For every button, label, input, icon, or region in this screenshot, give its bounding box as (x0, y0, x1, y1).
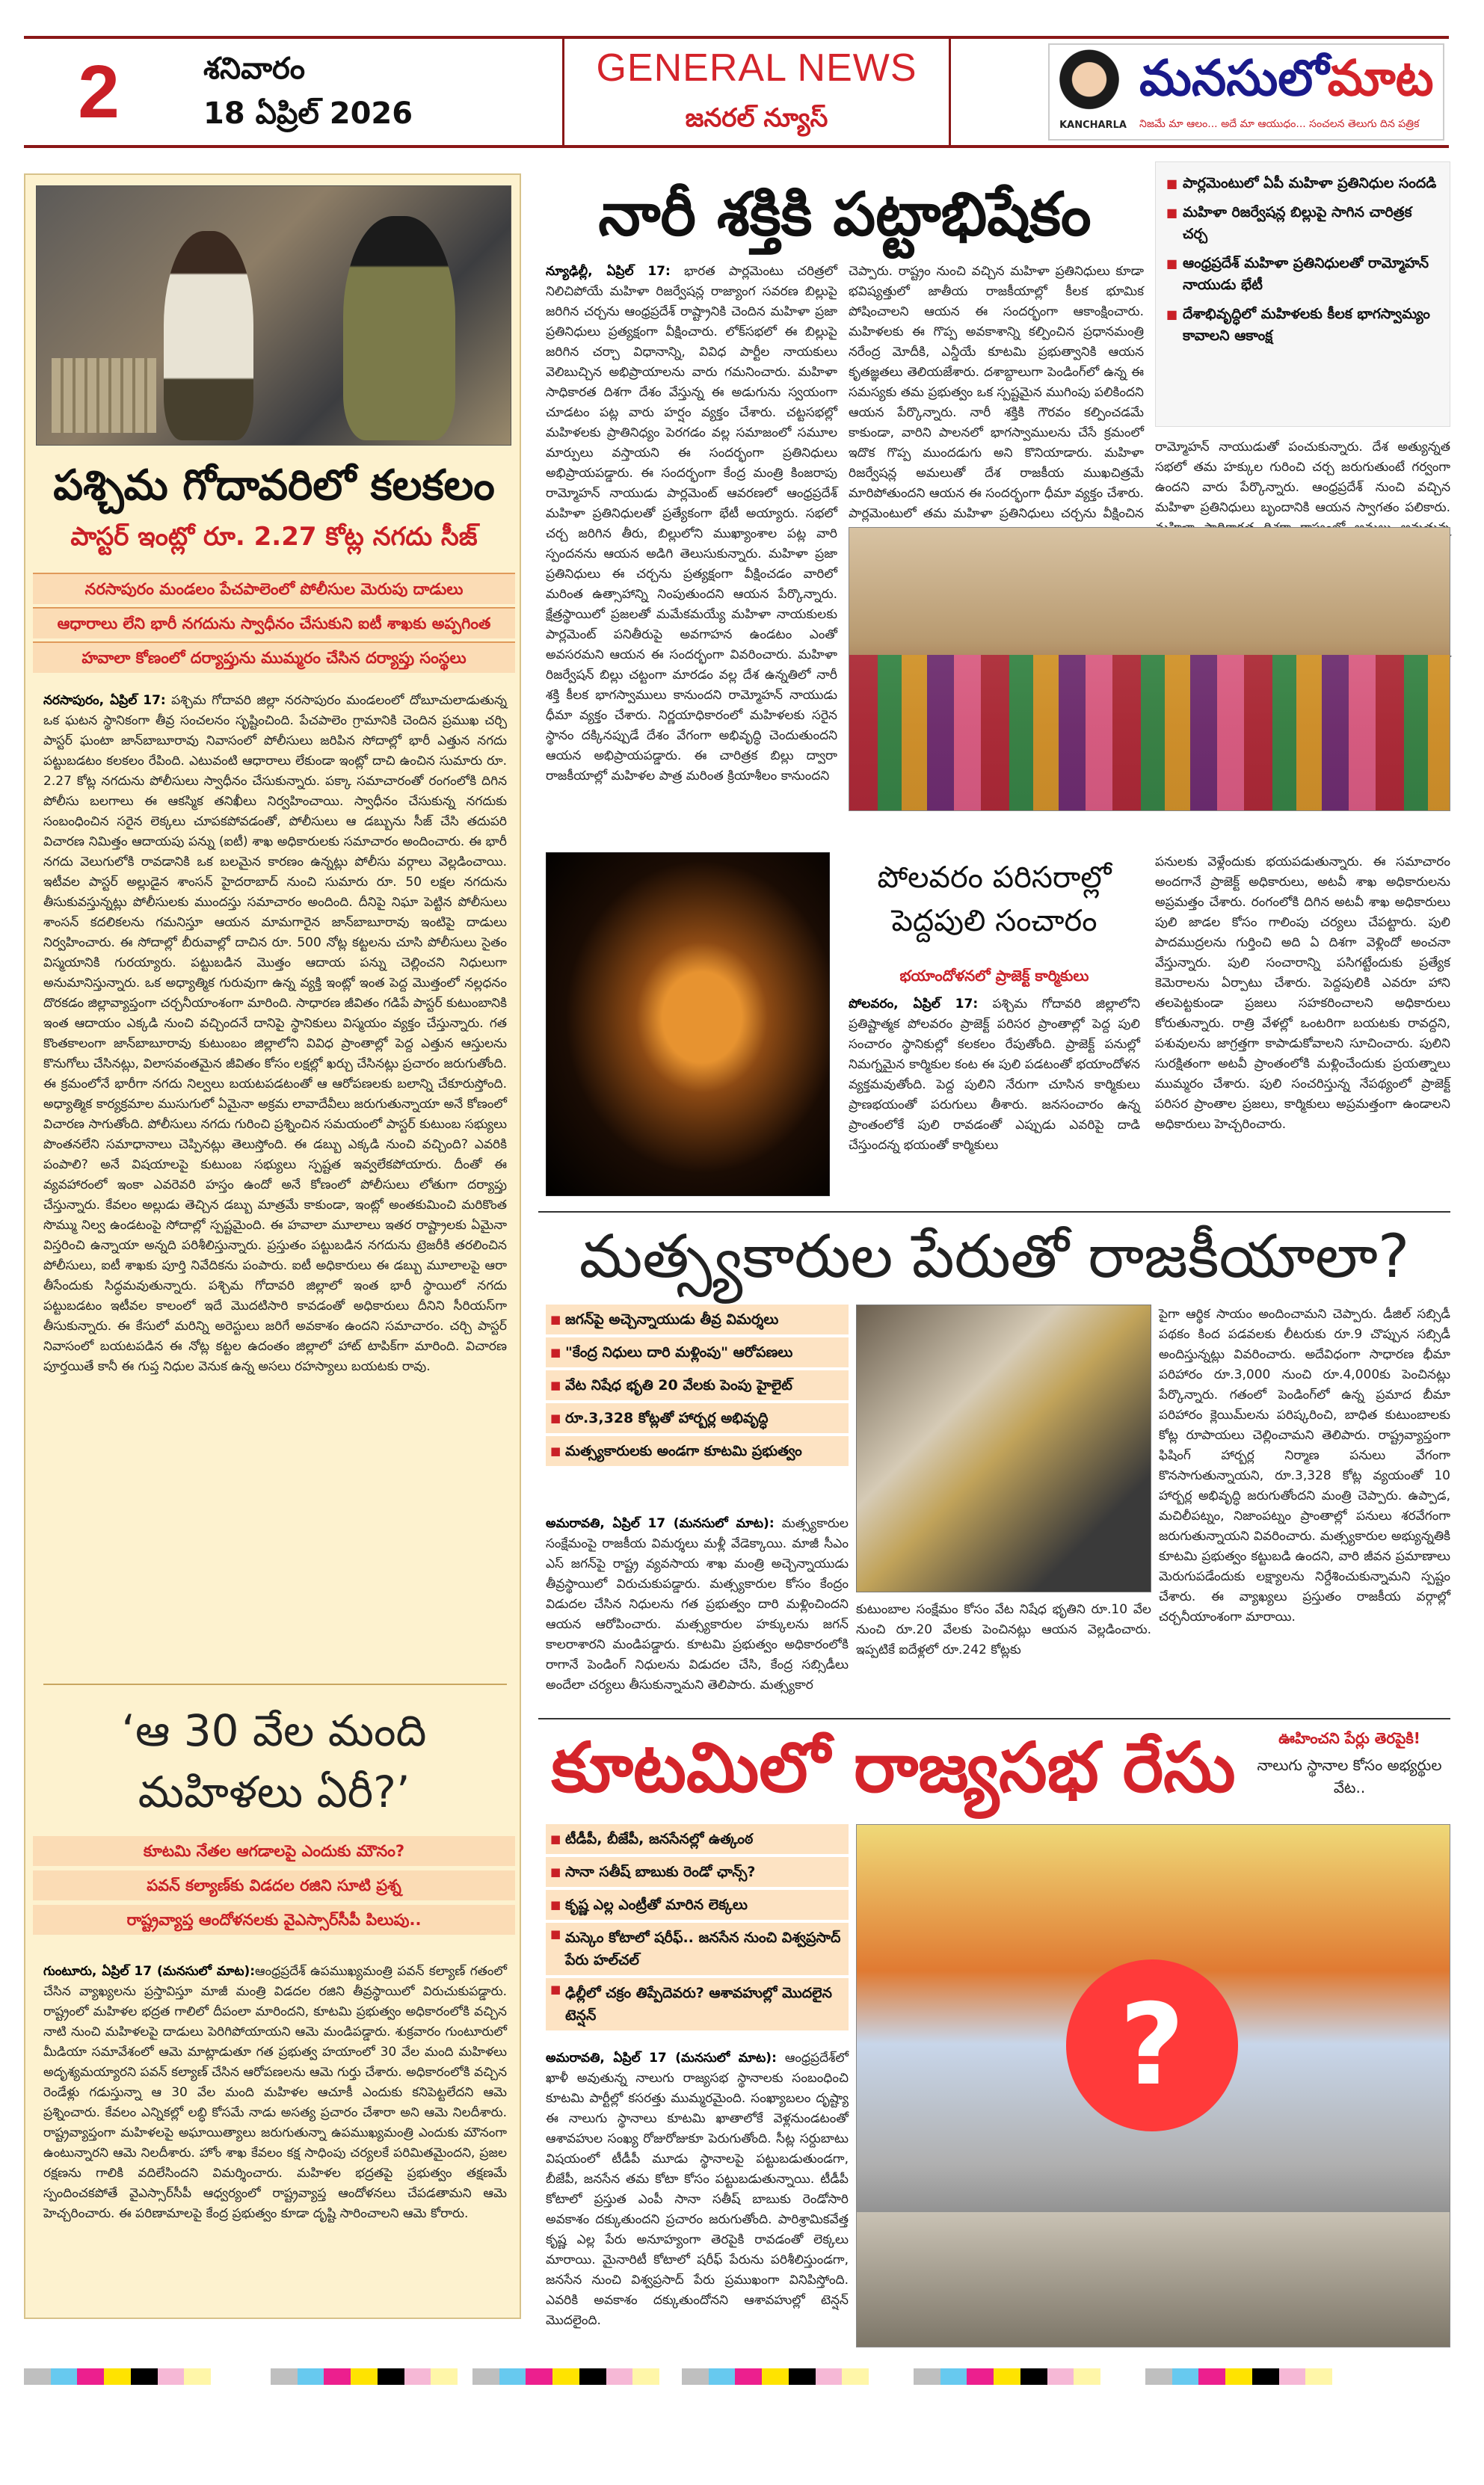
color-swatch-cell (914, 2368, 940, 2385)
headline-nari-shakti: నారీ శక్తికి పట్టాభిషేకం (598, 179, 1092, 249)
nari-article-col3: రామ్మోహన్ నాయుడుతో పంచుకున్నారు. దేశ అత్యున్నత సభలో తమ హక్కుల గురించి చర్చ జరుగుతుంటే గర్వంగా ఉందని వారు పేర్కొన్నారు. ఆంధ్రప్రదేశ్ నుంచి వచ్చిన మహిళా ప్రతినిధులు బృందానికి ఆయన స్వాగతం పలికారు. (1155, 440, 1450, 515)
headline-polavaram-tiger: పోలవరం పరిసరాల్లో పెద్దపులి సంచారం (877, 860, 1112, 938)
rajya-sabha-highlight: ■ మస్కెం కోటాలో షరీఫ్.. జనసేన నుంచి విశ్వప్రసాద్ పేరు హల్‌చల్ (546, 1923, 849, 1975)
left-column (24, 173, 521, 2319)
page-number: 2 (78, 49, 120, 134)
color-swatch-cell (77, 2368, 104, 2385)
color-swatch-cell (606, 2368, 633, 2385)
headline-west-godavari: పశ్చిమ గోదావరిలో కలకలం (53, 461, 495, 510)
color-swatch-cell (351, 2368, 378, 2385)
color-swatch-cell (816, 2368, 843, 2385)
color-swatch-cell (735, 2368, 762, 2385)
section-title-te: జనరల్ న్యూస్ (685, 103, 828, 133)
section-title-en: GENERAL NEWS (596, 46, 917, 90)
photo-group-figures (849, 655, 1450, 810)
color-swatch-cell (994, 2368, 1020, 2385)
dateline-new-delhi: న్యూఢిల్లీ, ఏప్రిల్ 17: (546, 264, 671, 279)
print-color-bar (24, 2355, 1449, 2385)
photo-parliament-building (857, 2212, 1450, 2347)
dateline-polavaram: పోలవరం, ఏప్రిల్ 17: (849, 997, 979, 1011)
tiger-article-col1 (849, 994, 1140, 1200)
color-swatch-cell (472, 2368, 499, 2385)
color-swatch-cell (940, 2368, 967, 2385)
color-swatch-cell (499, 2368, 526, 2385)
color-swatch-cell (1145, 2368, 1172, 2385)
color-swatch-cell (104, 2368, 131, 2385)
nari-article-col2: చెప్పారు. రాష్ట్రం నుంచి వచ్చిన మహిళా ప్రతినిధులు కూడా భవిష్యత్తులో జాతీయ రాజకీయాల్లో కీలక భూమిక పోషించాలని ఆయన ఈ సందర్భంగా ఆకాంక్షించారు. మహిళలకు ఈ గొప్ప అవకాశాన్ని కల్పించిన ప్రధానమంత్రి నరేంద్ర మోదీకి, ఎన్డీయే కూటమి ప్రభుత్వానికి ఆయన కృతజ్ఞతలు తెలియజేశారు. దశాబ్దాలుగా పెండింగ్‌లో ఉన్న ఈ సమస్యకు తమ ప్రభుత్వం ఒక స్పష్టమైన ముగింపు పలికిందని ఆయన పేర్కొన్నారు. నారీ శక్తికి గౌరవం కల్పించడమే కాకుండా, వారిని పాలనలో భాగస్వాములను చేసే క్రమంలో ఇదొక గొప్ప ముందడుగు అని కొనియాడారు. మహిళా రిజర్వేషన్ల అమలుతో దేశ రాజకీయ ముఖచిత్రమే మారిపోతుందని ఆయన ఈ సందర్భంగా ధీమా వ్యక్తం చేశారు. పార్లమెంటులో తమ మహిళా ప్రతినిధులు చర్చను వీక్షించిన (849, 264, 1144, 521)
color-swatch-cell (682, 2368, 709, 2385)
newspaper-logo (1048, 43, 1444, 141)
rajya-sabha-article-col1 (546, 2048, 849, 2336)
fishermen-highlight: ■ జగన్‌పై అచ్చెన్నాయుడు తీవ్ర విమర్శలు (546, 1305, 849, 1334)
logo-title-a: మనసులో (1139, 49, 1328, 107)
kicker-protest-call: రాష్ట్రవ్యాప్త ఆందోళనలకు వైఎస్సార్‌సీపీ పిలుపు.. (33, 1905, 515, 1935)
color-swatch-cell (1252, 2368, 1279, 2385)
side-note-seats: నాలుగు స్థానాల కోసం అభ్యర్థుల వేట.. (1257, 1756, 1442, 1796)
tiger-text-1: పశ్చిమ గోదావరి జిల్లాలోని ప్రతిష్టాత్మక పోలవరం ప్రాజెక్ట్ పరిసర ప్రాంతాల్లో పెద్ద పులి సంచారం స్థానికుల్లో కలకలం రేపుతోంది. ప్రాజెక్ట్ పనుల్లో నిమగ్నమైన కార్మికుల కంట ఈ పులి పడటంతో భయాందోళన వ్యక్తమవుతోంది. పెద్ద పులిని నేరుగా చూసిన కార్మికులు ప్రాణభయంతో పరుగులు తీశారు. జనసంచారం ఉన్న ప్రాంతంలోకే పులి రావడంతో ఎప్పుడు ఎవరిపై దాడి చేస్తుందన్న భయంతో కార్మికులు (849, 997, 1140, 1153)
color-swatch (472, 2368, 659, 2385)
logo-caption: KANCHARLA (1059, 120, 1127, 131)
fishermen-article-col2: కుటుంబాల సంక్షేమం కోసం వేట నిషేధ భృతిని రూ.10 వేల నుంచి రూ.20 వేలకు పెంచినట్లు ఆయన వెల్లడించారు. ఇప్పటికే ఐదేళ్లలో రూ.242 కోట్లకు (856, 1602, 1151, 1657)
subhead-cash-seized: పాస్టర్ ఇంట్లో రూ. 2.27 కోట్ల నగదు సీజ్ (70, 522, 478, 552)
day-label: శనివారం (203, 52, 305, 86)
logo-title (1139, 49, 1434, 119)
rajya-sabha-highlights (546, 1824, 849, 2041)
color-swatch-cell (51, 2368, 78, 2385)
section-divider (538, 1211, 1450, 1213)
color-swatch (24, 2368, 211, 2385)
kicker-rajini-question: పవన్ కల్యాణ్‌కు విడదల రజిని సూటి ప్రశ్న (33, 1870, 515, 1900)
rajya-sabha-highlight: ■ కృష్ణ ఎల్ల ఎంట్రీతో మారిన లెక్కలు (546, 1890, 849, 1920)
article-body-cash (43, 691, 507, 1678)
date-block (173, 46, 547, 138)
dateline-amaravati-2: అమరావతి, ఏప్రిల్ 17 (మనసులో మాట): (546, 2051, 777, 2066)
color-swatch-cell (404, 2368, 431, 2385)
color-swatch-cell (632, 2368, 659, 2385)
color-swatch (1145, 2368, 1332, 2385)
question-mark-icon: ? (1066, 1959, 1238, 2131)
color-swatch-cell (552, 2368, 579, 2385)
color-swatch-cell (1074, 2368, 1100, 2385)
fishermen-article-col3: పైగా ఆర్థిక సాయం అందించామని చెప్పారు. డీజిల్ సబ్సిడీ పథకం కింద పడవలకు లీటరుకు రూ.9 చొప్పున సబ్సిడీ అందిస్తున్నట్లు వివరించారు. అదేవిధంగా సాధారణ భీమా పరిహారం రూ.3,000 నుంచి రూ.4,000కు పెంచినట్లు పేర్కొన్నారు. గతంలో పెండింగ్‌లో ఉన్న ప్రమాద బీమా పరిహారం క్లెయిమ్‌లను పరిష్కరించి, బాధిత కుటుంబాలకు కోట్ల రూపాయలు చెల్లించామని తెలిపారు. రాష్ట్రవ్యాప్తంగా ఫిషింగ్ హార్బర్ల నిర్మాణ పనులు వేగంగా కొనసాగుతున్నాయని, రూ.3,328 కోట్ల వ్యయంతో 10 హార్బర్ల అభివృద్ధి జరుగుతోందని మంత్రి చెప్పారు. ఉప్పాడ, మచిలీపట్నం, నిజాంపట్నం ప్రాంతాల్లో పనులు శరవేగంగా జరుగుతున్నాయని వివరించారు. మత్స్యకారుల అభ్యున్నతికి కూటమి ప్రభుత్వం కట్టుబడి ఉందని, వారి జీవన ప్రమాణాలు మెరుగుపడేందుకు లక్ష్యాలను నిర్దేశించుకున్నామని స్పష్టం చేశారు. ఈ వ్యాఖ్యలు ప్రస్తుతం రాజకీయ వర్గాల్లో చర్చనీయాంశంగా మారాయి. (1159, 1307, 1450, 1625)
color-swatch-cell (1279, 2368, 1306, 2385)
fishermen-highlight: ■ మత్స్యకారులకు అండగా కూటమి ప్రభుత్వం (546, 1436, 849, 1466)
nari-highlights-box (1155, 161, 1450, 427)
rajya-sabha-highlight: ■ సానా సతీష్ బాబుకు రెండో ఛాన్స్? (546, 1857, 849, 1887)
photo-person-left (164, 231, 253, 440)
color-swatch-cell (158, 2368, 185, 2385)
logo-tagline: నిజమే మా ఆలం... అదే మా ఆయుధం... సంచలన తెలుగు దిన పత్రిక (1139, 118, 1420, 130)
fishermen-text-1: మత్స్యకారుల సంక్షేమంపై రాజకీయ విమర్శలు మళ్లీ వేడెక్కాయి. మాజీ సీఎం ఎస్ జగన్‌పై రాష్ట్ర వ్యవసాయ శాఖ మంత్రి అచ్చెన్నాయుడు తీవ్రస్థాయిలో విరుచుకుపడ్డారు. మత్స్యకారుల కోసం కేంద్రం విడుదల చేసిన నిధులను గత ప్రభుత్వం దారి మళ్లించిందని ఆయన ఆరోపించారు. మత్స్యకారుల హక్కులను జగన్ కాలరాశారని మండిపడ్డారు. కూటమి ప్రభుత్వం అధికారంలోకి రాగానే పెండింగ్ నిధులను విడుదల చేసి, కేంద్ర సబ్సిడీలు అందేలా చర్యలు తీసుకున్నామని తెలిపారు. మత్స్యకార (546, 1516, 849, 1693)
section-block (562, 39, 951, 145)
cash-seizure-photo (36, 185, 511, 446)
rajya-sabha-collage-photo (856, 1824, 1450, 2347)
logo-title-b: మాట (1327, 49, 1434, 107)
nari-highlight: ■ మహిళా రిజర్వేషన్ల బిల్లుపై సాగిన చారిత్రక చర్చ (1166, 202, 1439, 245)
headline-rajya-sabha-race: కూటమిలో రాజ్యసభ రేసు (551, 1728, 1236, 1808)
dateline-narasapuram: నరసాపురం, ఏప్రిల్ 17: (43, 693, 166, 708)
rajya-sabha-highlight: ■ టీడీపీ, బీజేపీ, జనసేనల్లో ఉత్కంఠ (546, 1824, 849, 1854)
rajya-sabha-text-1: ఆంధ్రప్రదేశ్‌లో ఖాళీ అవుతున్న నాలుగు రాజ్యసభ స్థానాలకు సంబంధించి కూటమి పార్టీల్లో కసరత్తు ముమ్మరమైంది. సంఖ్యాబలం దృష్ట్యా ఈ నాలుగు స్థానాలు కూటమి ఖాతాలోకే వెళ్లనుండటంతో ఆశావహుల సంఖ్య రోజురోజుకూ పెరుగుతోంది. సీట్ల సర్దుబాటు విషయంలో టీడీపీ మూడు స్థానాలపై పట్టుబడుతుండగా, బీజేపీ, జనసేన తమ కోటా కోసం పట్టుబడుతున్నాయి. టీడీపీ కోటాలో ప్రస్తుత ఎంపీ సానా సతీష్ బాబుకు రెండోసారి అవకాశం దక్కుతుందని ప్రచారం జరుగుతోంది. పారిశ్రామికవేత్త కృష్ణ ఎల్ల పేరు అనూహ్యంగా తెరపైకి రావడంతో లెక్కలు మారాయి. మైనారిటీ కోటాలో షరీఫ్ పేరును పరిశీలిస్తుండగా, జనసేన నుంచి విశ్వప్రసాద్ పేరు ప్రముఖంగా వినిపిస్తోంది. ఎవరికి అవకాశం దక్కుతుందోనని ఆశావహుల్లో టెన్షన్ మొదలైంది. (546, 2051, 849, 2328)
color-swatch-cell (579, 2368, 606, 2385)
color-swatch-cell (431, 2368, 458, 2385)
color-swatch-cell (271, 2368, 298, 2385)
color-swatch-cell (298, 2368, 324, 2385)
color-swatch (682, 2368, 869, 2385)
color-swatch-cell (1047, 2368, 1074, 2385)
fishermen-highlight: ■ "కేంద్ర నిధులు దారి మళ్లింపు" ఆరోపణలు (546, 1337, 849, 1367)
kicker-it-handover: ఆధారాలు లేని భారీ నగదును స్వాధీనం చేసుకుని ఐటీ శాఖకు అప్పగింత (33, 607, 515, 638)
color-swatch-cell (378, 2368, 404, 2385)
kutami-side-note (1249, 1727, 1450, 1799)
nari-text-1: భారత పార్లమెంటు చరిత్రలో నిలిచిపోయే మహిళా రిజర్వేషన్ల రాజ్యాంగ సవరణ బిల్లుపై జరిగిన చర్చను ఆంధ్రప్రదేశ్ రాష్ట్రానికి చెందిన మహిళా ప్రజా ప్రతినిధులు ప్రత్యక్షంగా వీక్షించారు. లోక్‌సభలో ఈ బిల్లుపై జరిగిన చర్చా విధానాన్ని, వివిధ పార్టీల నాయకులు వెలిబుచ్చిన అభిప్రాయాలను వారు గమనించారు. మహిళా సాధికారత దిశగా దేశం వేస్తున్న ఈ అడుగును స్వయంగా చూడటం పట్ల వారు హర్షం వ్యక్తం చేశారు. చట్టసభల్లో మహిళలకు ప్రాతినిధ్యం పెరగడం వల్ల సమాజంలో సమూల మార్పులు వస్తాయని ఈ సందర్భంగా ప్రతినిధులు అభిప్రాయపడ్డారు. ఈ సందర్భంగా కేంద్ర మంత్రి కింజరాపు రామ్మోహన్ నాయుడు పార్లమెంట్ ఆవరణలో ఆంధ్రప్రదేశ్ మహిళా ప్రతినిధులతో ప్రత్యేకంగా భేటీ అయ్యారు. సభలో చర్చ జరిగిన తీరు, బిల్లులోని ముఖ్యాంశాల పట్ల వారి స్పందనను ఆయన అడిగి తెలుసుకున్నారు. మహిళా ప్రజా ప్రతినిధులు ఈ చర్చను ప్రత్యక్షంగా వీక్షించడం వారిలో మరింత ఉత్సాహాన్ని నింపుతుందని ఆయన పేర్కొన్నారు. క్షేత్రస్థాయిలో ప్రజలతో మమేకమయ్యే మహిళా నాయకులకు పార్లమెంట్ పనితీరుపై అవగాహన ఉండటం ఎంతో అవసరమని ఆయన ఈ సందర్భంగా వివరించారు. మహిళా రిజర్వేషన్ బిల్లు చట్టంగా మారడం వల్ల దేశ ఉన్నతిలో నారీ శక్తి కీలక భాగస్వాములు కానుందని రామ్మోహన్ నాయుడు ధీమా వ్యక్తం చేశారు. నిర్ణయాధికారంలో మహిళలకు సరైన స్థానం దక్కినప్పుడే దేశం వేగంగా అభివృద్ధి చెందుతుందని ఆయన అభిప్రాయపడ్డారు. ఈ చారిత్రక బిల్లు ద్వారా రాజకీయాల్లో మహిళల పాత్ర మరింత క్రియాశీలం కానుందని (546, 264, 837, 783)
article-text-cash: పశ్చిమ గోదావరి జిల్లా నరసాపురం మండలంలో దోబూచులాడుతున్న ఒక ఘటన స్థానికంగా తీవ్ర సంచలనం సృష్టించింది. పేచపాలెం గ్రామానికి చెందిన ప్రముఖ చర్చి పాస్టర్ ఘంటా జాన్‌బాబూరావు నివాసంలో పోలీసులు జరిపిన సోదాల్లో భారీ ఎత్తున నగదు పట్టుబడటం కలకలం రేపింది. ఎటువంటి ఆధారాలు లేకుండా ఇంట్లో దాచి ఉంచిన సుమారు రూ. 2.27 కోట్ల నగదును పోలీసులు స్వాధీనం చేసుకున్నారు. పక్కా సమాచారంతో రంగంలోకి దిగిన పోలీసు బలగాలు ఈ ఆకస్మిక తనిఖీలు నిర్వహించాయి. స్వాధీనం చేసుకున్న నగదుకు సంబంధించిన సరైన లెక్కలు చూపకపోవడంతో, పోలీసులు ఆ డబ్బును సీజ్ చేసి తదుపరి విచారణ నిమిత్తం ఆదాయపు పన్ను (ఐటీ) శాఖ అధికారులకు సమాచారం అందించారు. ఈ భారీ నగదు వెలుగులోకి రావడానికి ఒక బలమైన కారణం ఉన్నట్లు పోలీసు వర్గాలు వెల్లడించాయి. ఇటీవల పాస్టర్ అల్లుడైన శాంసన్ హైదరాబాద్ నుంచి సుమారు రూ. 50 లక్షల నగదును తీసుకువస్తున్నట్లు పోలీసులకు ముందస్తు సమాచారం అందింది. దీనిపై నిఘా పెట్టిన పోలీసులు శాంసన్ కదలికలను గమనిస్తూ ఆయన మామగారైన జాన్‌బాబూరావు ఇంటిపై దాడులు నిర్వహించారు. ఈ సోదాల్లో బీరువాల్లో దాచిన రూ. 500 నోట్ల కట్టలను చూసి పోలీసులు సైతం విస్మయానికి గురయ్యారు. పట్టుబడిన మొత్తం ఆదాయ పన్ను చెల్లించని నిధులుగా అనుమానిస్తున్నారు. ఒక అధ్యాత్మిక గురువుగా ఉన్న వ్యక్తి ఇంట్లో ఇంత పెద్ద మొత్తంలో నల్లధనం దొరకడం జిల్లావ్యాప్తంగా చర్చనీయాంశంగా మారింది. సాధారణ జీవితం గడిపే పాస్టర్ కుటుంబానికి ఇంత ఆదాయం ఎక్కడి నుంచి వచ్చిందనే దానిపై స్థానికులు విస్మయం వ్యక్తం చేస్తున్నారు. గత కొంతకాలంగా జాన్‌బాబూరావు కుటుంబం జిల్లాలోని వివిధ ప్రాంతాల్లో పెద్ద ఎత్తున ఆస్తులను కొనుగోలు చేసినట్లు, విలాసవంతమైన జీవితం కోసం లక్షల్లో ఖర్చు చేసినట్లు ప్రచారం జరుగుతోంది. ఈ క్రమంలోనే భారీగా నగదు నిల్వలు బయటపడటంతో ఆ ఆరోపణలకు బలాన్ని చేకూరుస్తోంది. అధ్యాత్మిక కార్యక్రమాల ముసుగులో ఏమైనా అక్రమ లావాదేవీలు జరుగుతున్నాయా అనే కోణంలో విచారణ సాగుతోంది. పోలీసులు నగదు గురించి ప్రశ్నించిన సమయంలో పాస్టర్ కుటుంబ సభ్యులు పొంతనలేని సమాధానాలు చెప్పినట్లు తెలుస్తోంది. ఈ డబ్బు ఎక్కడి నుంచి వచ్చింది? ఎవరికి పంపాలి? అనే విషయాలపై కుటుంబ సభ్యులు స్పష్టత ఇవ్వలేకపోయారు. దీంతో ఈ వ్యవహారంలో ఇంకా ఎవరెవరి హస్తం ఉందో అనే కోణంలో పోలీసులు లోతుగా దర్యాప్తు చేస్తున్నారు. కేవలం అల్లుడు తెచ్చిన డబ్బు మాత్రమే కాకుండా, ఇంట్లో అంతకుమించి మరికొంత సొమ్ము నిల్వ ఉండటంపై సోదాల్లో స్పష్టమైంది. ఈ హవాలా మూలాలు ఇతర రాష్ట్రాలకు ఏమైనా విస్తరించి ఉన్నాయా అన్నది పరిశీలిస్తున్నారు. ప్రస్తుతం పట్టుబడిన నగదును ట్రెజరీకి తరలించిన పోలీసులు, ఐటీ శాఖకు పూర్తి నివేదికను పంపారు. ఐటీ అధికారులు ఈ డబ్బు మూలాలపై ఆరా తీసేందుకు సిద్ధమవుతున్నారు. పశ్చిమ గోదావరి జిల్లాలో ఇంత భారీ స్థాయిలో నగదు పట్టుబడటం ఇటీవల కాలంలో ఇదే మొదటిసారి కావడంతో అధికారులు దీనిని సీరియస్‌గా తీసుకున్నారు. ఈ కేసులో మరిన్ని అరెస్టులు జరిగే అవకాశం ఉందని సమాచారం. చర్చి పాస్టర్ నివాసంలో బయటపడిన ఈ నోట్ల కట్టల ఉదంతం జిల్లాలో హాట్ టాపిక్‌గా మారింది. విచారణ పూర్తయితే కానీ ఈ గుప్త నిధుల వెనుక ఉన్న అసలు రహస్యాలు బయటకు రావు. (43, 693, 507, 1374)
color-swatch-cell (1020, 2368, 1047, 2385)
tiger-article-col2: పనులకు వెళ్లేందుకు భయపడుతున్నారు. ఈ సమాచారం అందగానే ప్రాజెక్ట్ అధికారులు, అటవీ శాఖ అధికారులను అప్రమత్తం చేశారు. రంగంలోకి దిగిన అటవీ శాఖ అధికారులు పులి జాడల కోసం గాలింపు చర్యలు చేపట్టారు. పులి పాదముద్రలను గుర్తించి అది ఏ దిశగా వెళ్లిందో అంచనా వేస్తున్నారు. పులి సంచారాన్ని పసిగట్టేందుకు ప్రత్యేక కెమెరాలను ఏర్పాటు చేశారు. పెద్దపులికి ఎవరూ హాని తలపెట్టకుండా ప్రజలు సహకరించాలని అధికారులు కోరుతున్నారు. రాత్రి వేళల్లో ఒంటరిగా బయటకు రావద్దని, పశువులను జాగ్రత్తగా కాపాడుకోవాలని సూచించారు. పులిని సురక్షితంగా అటవీ ప్రాంతంలోకి మళ్లించేందుకు ప్రయత్నాలు ముమ్మరం చేశారు. పులి సంచరిస్తున్న నేపథ్యంలో ప్రాజెక్ట్ పరిసర ప్రాంతాల ప్రజలు, కార్మికులు అప్రమత్తంగా ఉండాలని అధికారులు హెచ్చరించారు. (1155, 854, 1450, 1132)
kicker-silence: కూటమి నేతల ఆగడాలపై ఎందుకు మౌనం? (33, 1836, 515, 1866)
women-delegation-photo (849, 527, 1450, 811)
color-swatch-cell (1198, 2368, 1225, 2385)
article-text-rajini: ఆంధ్రప్రదేశ్ ఉపముఖ్యమంత్రి పవన్ కల్యాణ్ గతంలో చేసిన వ్యాఖ్యలను ప్రస్తావిస్తూ మాజీ మంత్రి విడదల రజిని తీవ్రస్థాయిలో విరుచుకుపడ్డారు. రాష్ట్రంలో మహిళల భద్రత గాలిలో దీపంలా మారిందని, కూటమి ప్రభుత్వం అధికారంలోకి వచ్చిన నాటి నుంచి మహిళలపై దాడులు పెరిగిపోయాయని ఆమె మండిపడ్డారు. శుక్రవారం గుంటూరులో మీడియా సమావేశంలో ఆమె మాట్లాడుతూ గత ప్రభుత్వ హయాంలో 30 వేల మంది మహిళలు అదృశ్యమయ్యారని పవన్ కల్యాణ్ చేసిన ఆరోపణలను ఆమె గుర్తు చేశారు. అధికారంలోకి వచ్చిన రెండేళ్లు గడుస్తున్నా ఆ 30 వేల మంది మహిళల ఆచూకీ ఎందుకు కనిపెట్టలేదని ఆమె ప్రశ్నించారు. కేవలం ఎన్నికల్లో లబ్ధి కోసమే నాడు అసత్య ప్రచారం చేశారా అని ఆమె నిలదీశారు. రాష్ట్రవ్యాప్తంగా మహిళలపై అఘాయిత్యాలు జరుగుతున్నా ఉపముఖ్యమంత్రి ఎందుకు మౌనంగా ఉంటున్నారని ఆమె నిలదీశారు. హోం శాఖ కేవలం కక్ష సాధింపు చర్యలకే పరిమితమైందని, ప్రజల రక్షణను గాలికి వదిలేసిందని విమర్శించారు. మహిళల భద్రతపై ప్రభుత్వం తక్షణమే స్పందించకపోతే వైఎస్సార్‌సీపీ ఆధ్వర్యంలో రాష్ట్రవ్యాప్త ఆందోళనలు చేపడతామని ఆమె హెచ్చరించారు. ఈ పరిణామాలపై కేంద్ర ప్రభుత్వం కూడా దృష్టి సారించాలని ఆమె కోరారు. (43, 1964, 507, 2221)
kicker-hawala: హవాలా కోణంలో దర్యాప్తును ముమ్మరం చేసిన దర్యాప్తు సంస్థలు (33, 641, 515, 673)
nari-highlight: ■ ఆంధ్రప్రదేశ్ మహిళా ప్రతినిధులతో రామ్మోహన్ నాయుడు భేటీ (1166, 253, 1439, 296)
headline-fishermen-politics: మత్స్యకారుల పేరుతో రాజకీయాలా? (579, 1222, 1410, 1291)
color-swatch-cell (24, 2368, 51, 2385)
color-swatch-cell (1305, 2368, 1332, 2385)
headline-30k-women: ‘ఆ 30 వేల మంది మహిళలు ఏరీ?’ (121, 1705, 427, 1817)
color-swatch-cell (184, 2368, 211, 2385)
fishermen-article-col1 (546, 1514, 849, 1708)
nari-highlight: ■ దేశాభివృద్ధిలో మహిళలకు కీలక భాగస్వామ్యం కావాలని ఆకాంక్ష (1166, 304, 1439, 347)
color-swatch-cell (324, 2368, 351, 2385)
subhead-workers-fear: భయాందోళనలో ప్రాజెక్ట్ కార్మికులు (899, 967, 1089, 985)
dateline-amaravati: అమరావతి, ఏప్రిల్ 17 (మనసులో మాట): (546, 1516, 775, 1531)
left-divider (43, 1684, 507, 1685)
side-note-names: ఊహించని పేర్లు తెరపైకి! (1278, 1729, 1420, 1747)
dateline-guntur: గుంటూరు, ఏప్రిల్ 17 (మనసులో మాట): (43, 1964, 256, 1979)
color-swatch (271, 2368, 458, 2385)
minister-felicitation-photo (856, 1305, 1151, 1592)
tiger-photo (546, 852, 830, 1196)
article-body-rajini (43, 1962, 507, 2485)
rajya-sabha-highlight: ■ ఢిల్లీలో చక్రం తిప్పేదెవరు? ఆశావహుల్లో మొదలైన టెన్షన్ (546, 1978, 849, 2030)
color-swatch-cell (842, 2368, 869, 2385)
photo-cash-stack (52, 358, 156, 433)
color-swatch-cell (762, 2368, 789, 2385)
color-swatch-cell (526, 2368, 552, 2385)
nari-highlight: ■ పార్లమెంటులో ఏపీ మహిళా ప్రతినిధుల సందడి (1166, 173, 1439, 194)
photo-person-right (343, 216, 455, 440)
nari-article-col1 (546, 262, 837, 785)
masthead (24, 36, 1449, 148)
color-swatch-cell (709, 2368, 736, 2385)
kicker-raid: నరసాపురం మండలం పేచపాలెంలో పోలీసుల మెరుపు దాడులు (33, 573, 515, 604)
color-swatch (914, 2368, 1100, 2385)
date-label: 18 ఏప్రిల్ 2026 (203, 96, 413, 131)
color-swatch-cell (789, 2368, 816, 2385)
color-swatch-cell (1225, 2368, 1252, 2385)
color-swatch-cell (1172, 2368, 1199, 2385)
color-swatch-cell (131, 2368, 158, 2385)
fishermen-highlight: ■ వేట నిషేధ భృతి 20 వేలకు పెంపు హైలైట్ (546, 1370, 849, 1400)
color-swatch-cell (967, 2368, 994, 2385)
fishermen-highlights (546, 1305, 849, 1503)
fishermen-highlight: ■ రూ.3,328 కోట్లతో హార్బర్ల అభివృద్ధి (546, 1403, 849, 1433)
